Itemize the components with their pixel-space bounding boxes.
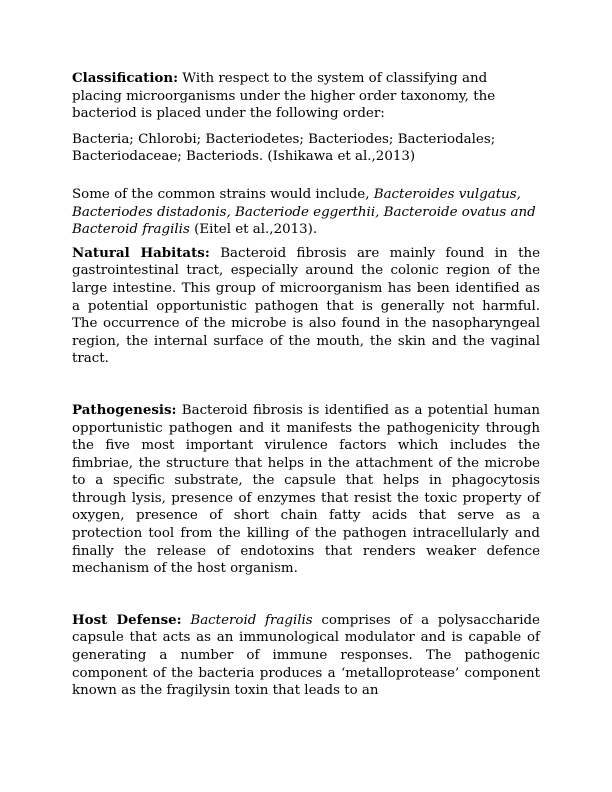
pathogenesis-label: Pathogenesis: (72, 401, 177, 418)
host-defense-text: comprises of a polysaccharide capsule that acts as an immunological modulator and is capable of generating a number of immune responses. The pathogenic component of the bacteria produces a ‘metalloprotease’ component known as the fragilysin toxin that leads to an (72, 612, 540, 699)
natural-habitats-paragraph (72, 245, 540, 368)
host-defense-species: Bacteroid fragilis (190, 612, 313, 628)
host-defense-paragraph (72, 612, 540, 700)
strains-species-list: Bacteroides vulgatus, Bacteriodes distadonis, Bacteriode eggerthii, Bacteroide ovatus and Bacteroid fragilis (72, 186, 536, 238)
classification-paragraph (72, 70, 540, 123)
natural-habitats-label: Natural Habitats: (72, 244, 210, 261)
document-page (72, 70, 540, 700)
classification-text: With respect to the system of classifying and placing microorganisms under the higher order taxonomy, the bacteriod is placed under the following order: (72, 71, 496, 122)
taxonomy-paragraph: Bacteria; Chlorobi; Bacteriodetes; Bacteriodes; Bacteriodales; Bacteriodaceae; Bacteriods. (Ishikawa et al.,2013) (72, 131, 496, 165)
natural-habitats-text: Bacteroid fibrosis are mainly found in the gastrointestinal tract, especially around the colonic region of the large intestine. This group of microorganism has been identified as a potential opportunistic pathogen that is generally not harmful. The occurrence of the microbe is also found in the nasopharyngeal region, the internal surface of the mouth, the skin and the vaginal tract. (72, 245, 541, 367)
strains-citation: (Eitel et al.,2013). (189, 222, 318, 238)
strains-intro: Some of the common strains would include, (72, 186, 374, 202)
pathogenesis-paragraph (72, 402, 540, 578)
pathogenesis-text: Bacteroid fibrosis is identified as a potential human opportunistic pathogen and it manifests the pathogenicity through the five most important virulence factors which includes the fimbriae, the structure that helps in the attachment of the microbe to a specific substrate, the capsule that helps in phagocytosis through lysis, presence of enzymes that resist the toxic property of oxygen, presence of short chain fatty acids that serve as a protection tool from the killing of the pathogen intracellularly and finally the release of endotoxins that renders weaker defence mechanism of the host organism. (72, 402, 540, 577)
strains-paragraph (72, 186, 540, 239)
classification-label: Classification: (72, 70, 179, 86)
host-defense-label: Host Defense: (72, 611, 182, 628)
